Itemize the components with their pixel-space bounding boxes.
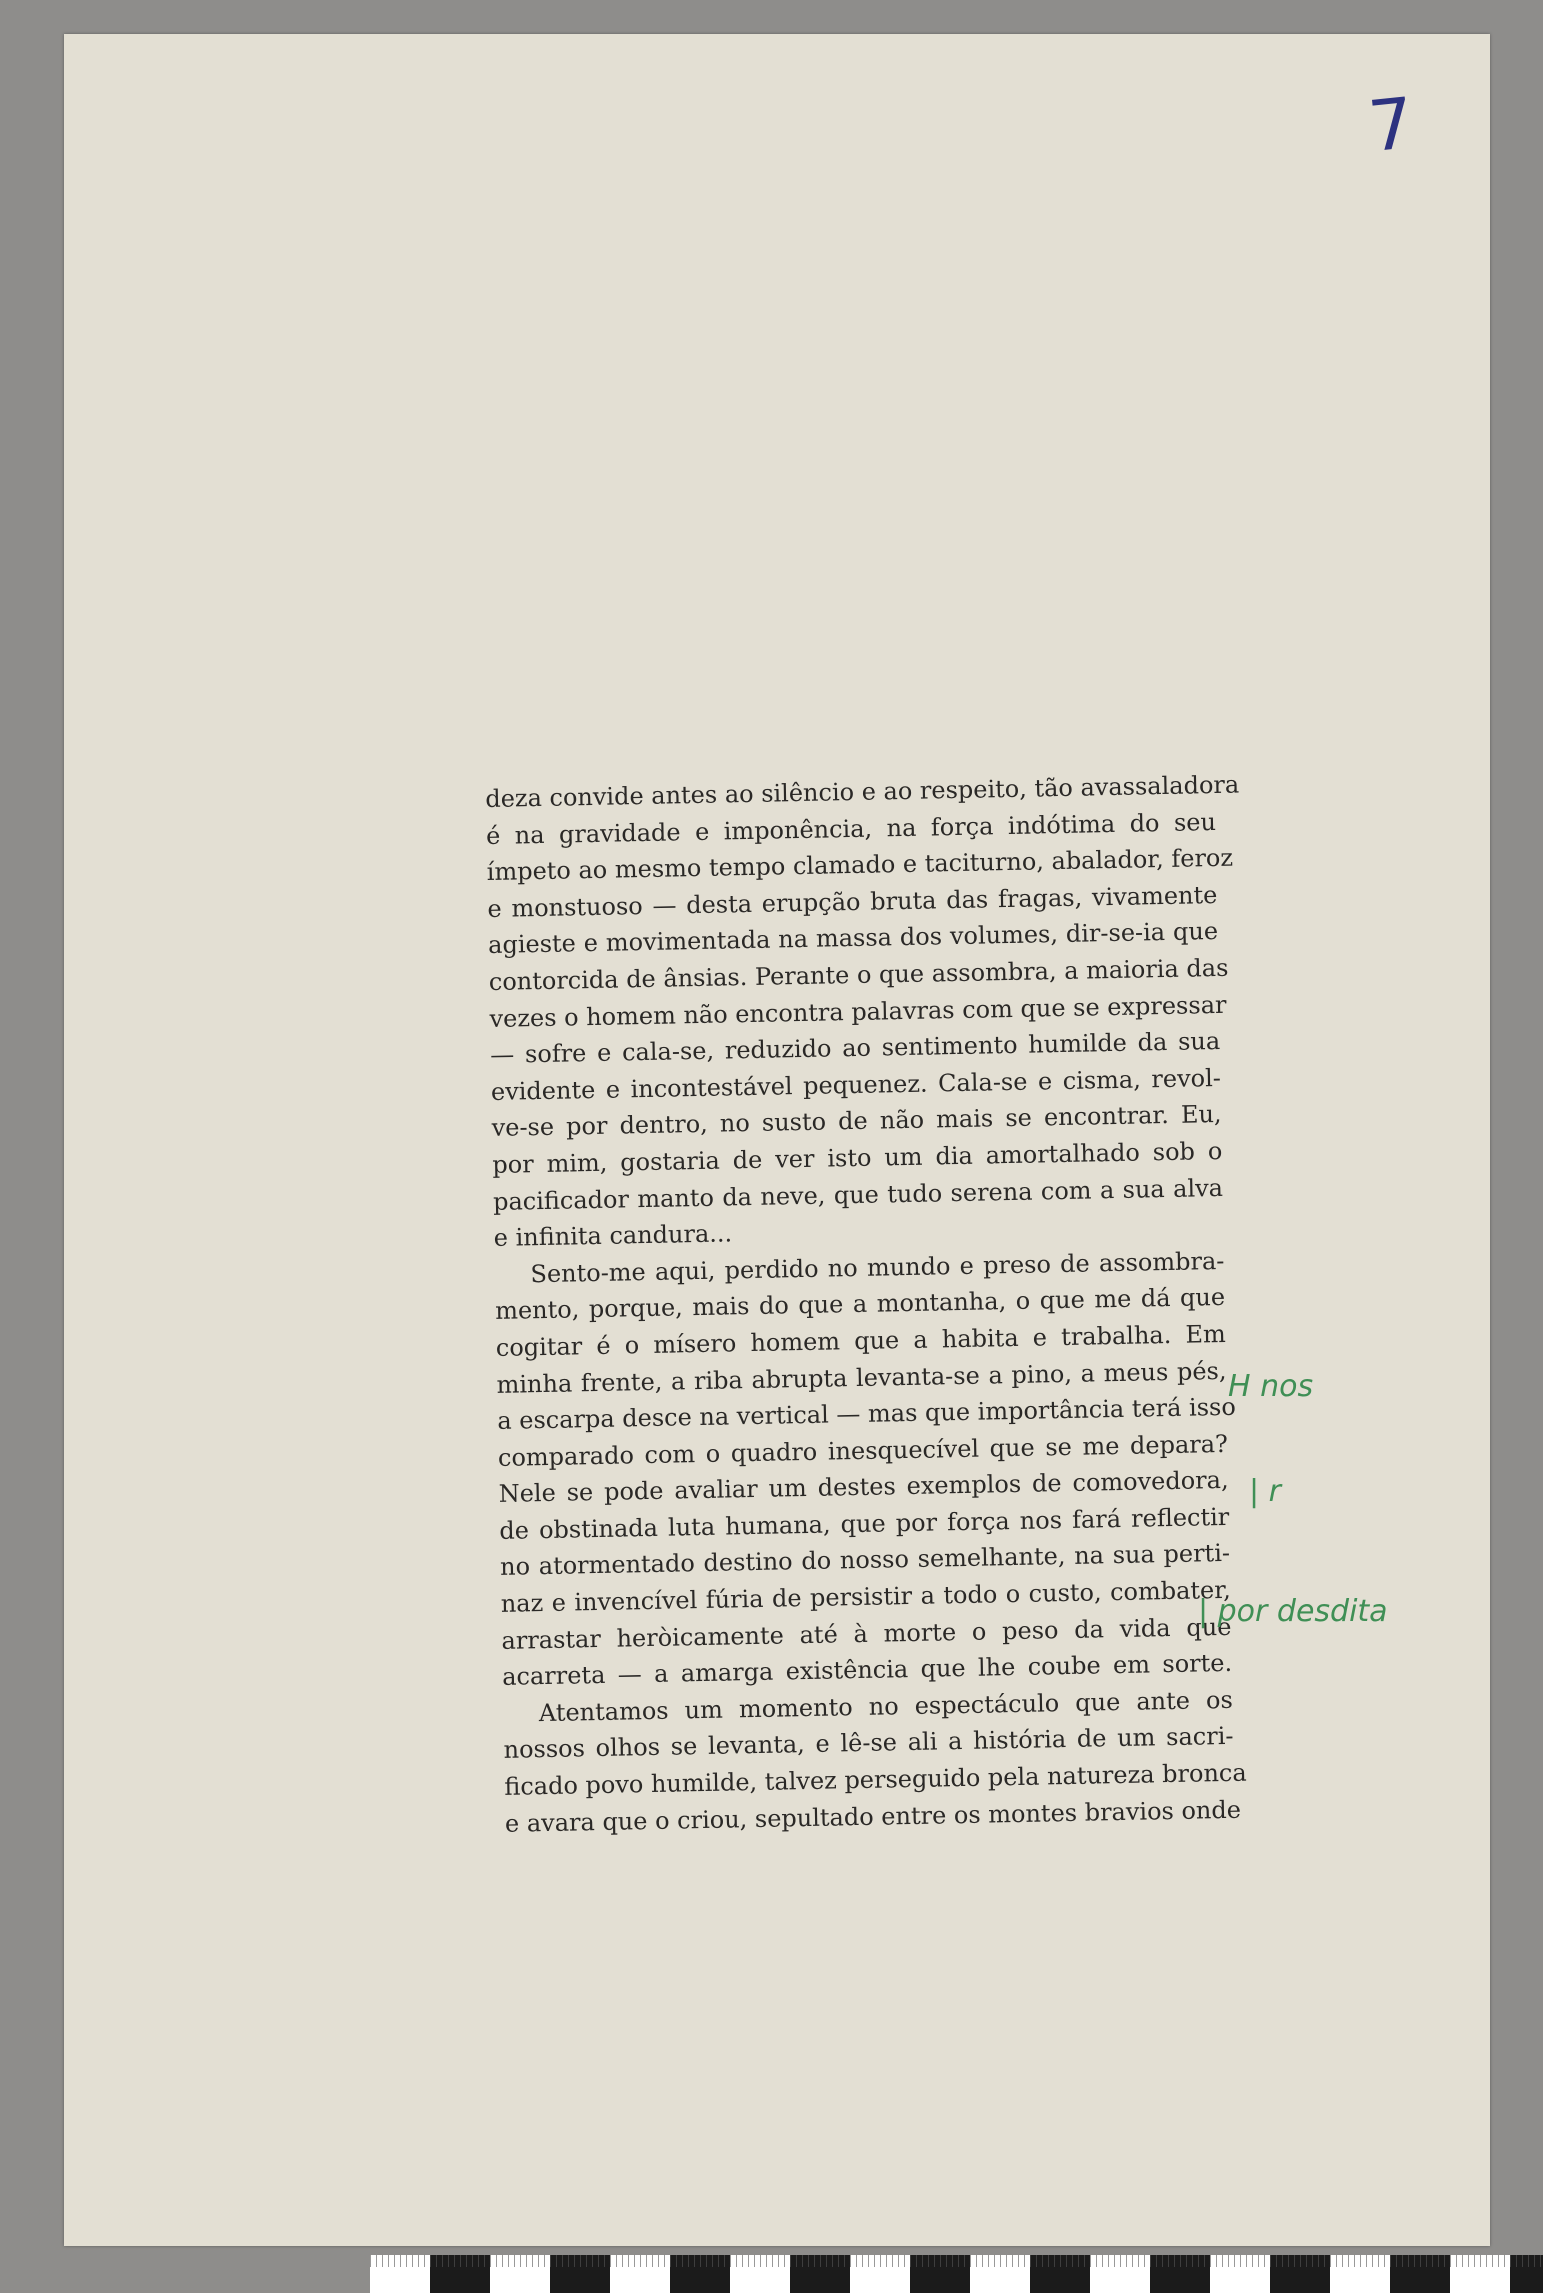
text-line: ve-se por dentro, no susto de não mais se encontrar. Eu, xyxy=(491,1100,1222,1143)
text-line: minha frente, a riba abrupta levanta-se a pino, a meus pés, xyxy=(496,1356,1227,1399)
text-line: ficado povo humilde, talvez perseguido pela natureza bronca xyxy=(504,1758,1247,1801)
text-line: vezes o homem não encontra palavras com que se expressar xyxy=(489,990,1227,1033)
text-line: cogitar é o mísero homem que a habita e trabalha. Em xyxy=(495,1319,1227,1362)
text-line: de obstinada luta humana, que por força nos fará reflectir xyxy=(499,1502,1230,1545)
document-page xyxy=(64,34,1490,2246)
margin-note: | por desdita xyxy=(1198,1594,1388,1629)
text-line: acarreta — a amarga existência que lhe coube em sorte. xyxy=(501,1649,1233,1692)
text-line: pacificador manto da neve, que tudo serena com a sua alva xyxy=(492,1173,1224,1216)
scale-ruler xyxy=(370,2255,1543,2293)
text-line: comparado com o quadro inesquecível que se me depara? xyxy=(497,1429,1229,1472)
text-line: Nele se pode avaliar um destes exemplos de comovedora, xyxy=(498,1466,1229,1509)
margin-note: | r xyxy=(1249,1474,1281,1509)
text-line: contorcida de ânsias. Perante o que assombra, a maioria das xyxy=(488,953,1229,996)
text-line: naz e invencível fúria de persistir a todo o custo, combater, xyxy=(500,1575,1231,1618)
text-line: evidente e incontestável pequenez. Cala-se e cisma, revol- xyxy=(490,1063,1222,1106)
text-line: no atormentado destino do nosso semelhante, na sua perti- xyxy=(499,1539,1231,1582)
paragraph xyxy=(503,1682,1247,1842)
text-line: e avara que o criou, sepultado entre os montes bravios onde xyxy=(504,1795,1242,1838)
text-line: — sofre e cala-se, reduzido ao sentimento humilde da sua xyxy=(489,1027,1221,1070)
text-line: é na gravidade e imponência, na força indótima do seu xyxy=(485,807,1217,850)
text-line: deza convide antes ao silêncio e ao respeito, tão avassaladora xyxy=(485,770,1240,813)
text-line: nossos olhos se levanta, e lê-se ali a história de um sacri- xyxy=(503,1722,1234,1765)
text-line: Atentamos um momento no espectáculo que ante os xyxy=(538,1685,1234,1727)
page-number: 7 xyxy=(1364,81,1418,169)
text-line: Sento-me aqui, perdido no mundo e preso de assombra- xyxy=(530,1246,1225,1288)
text-line: mento, porque, mais do que a montanha, o que me dá que xyxy=(494,1283,1226,1326)
text-line: agieste e movimentada na massa dos volumes, dir-se-ia que xyxy=(487,917,1219,960)
text-line: e infinita candura... xyxy=(493,1219,733,1253)
text-line: arrastar heròicamente até à morte o peso da vida que xyxy=(501,1612,1232,1655)
text-line: ímpeto ao mesmo tempo clamado e taciturno, abalador, feroz xyxy=(486,843,1234,887)
paragraph xyxy=(485,767,1240,1257)
margin-note: H nos xyxy=(1228,1369,1314,1404)
paragraph xyxy=(494,1243,1237,1696)
text-line: a escarpa desce na vertical — mas que importância terá isso xyxy=(497,1392,1237,1435)
text-line: por mim, gostaria de ver isto um dia amortalhado sob o xyxy=(492,1136,1223,1179)
ruler-ticks xyxy=(370,2255,1543,2267)
body-text xyxy=(485,767,1247,1842)
text-line: e monstuoso — desta erupção bruta das fragas, vivamente xyxy=(487,880,1218,923)
